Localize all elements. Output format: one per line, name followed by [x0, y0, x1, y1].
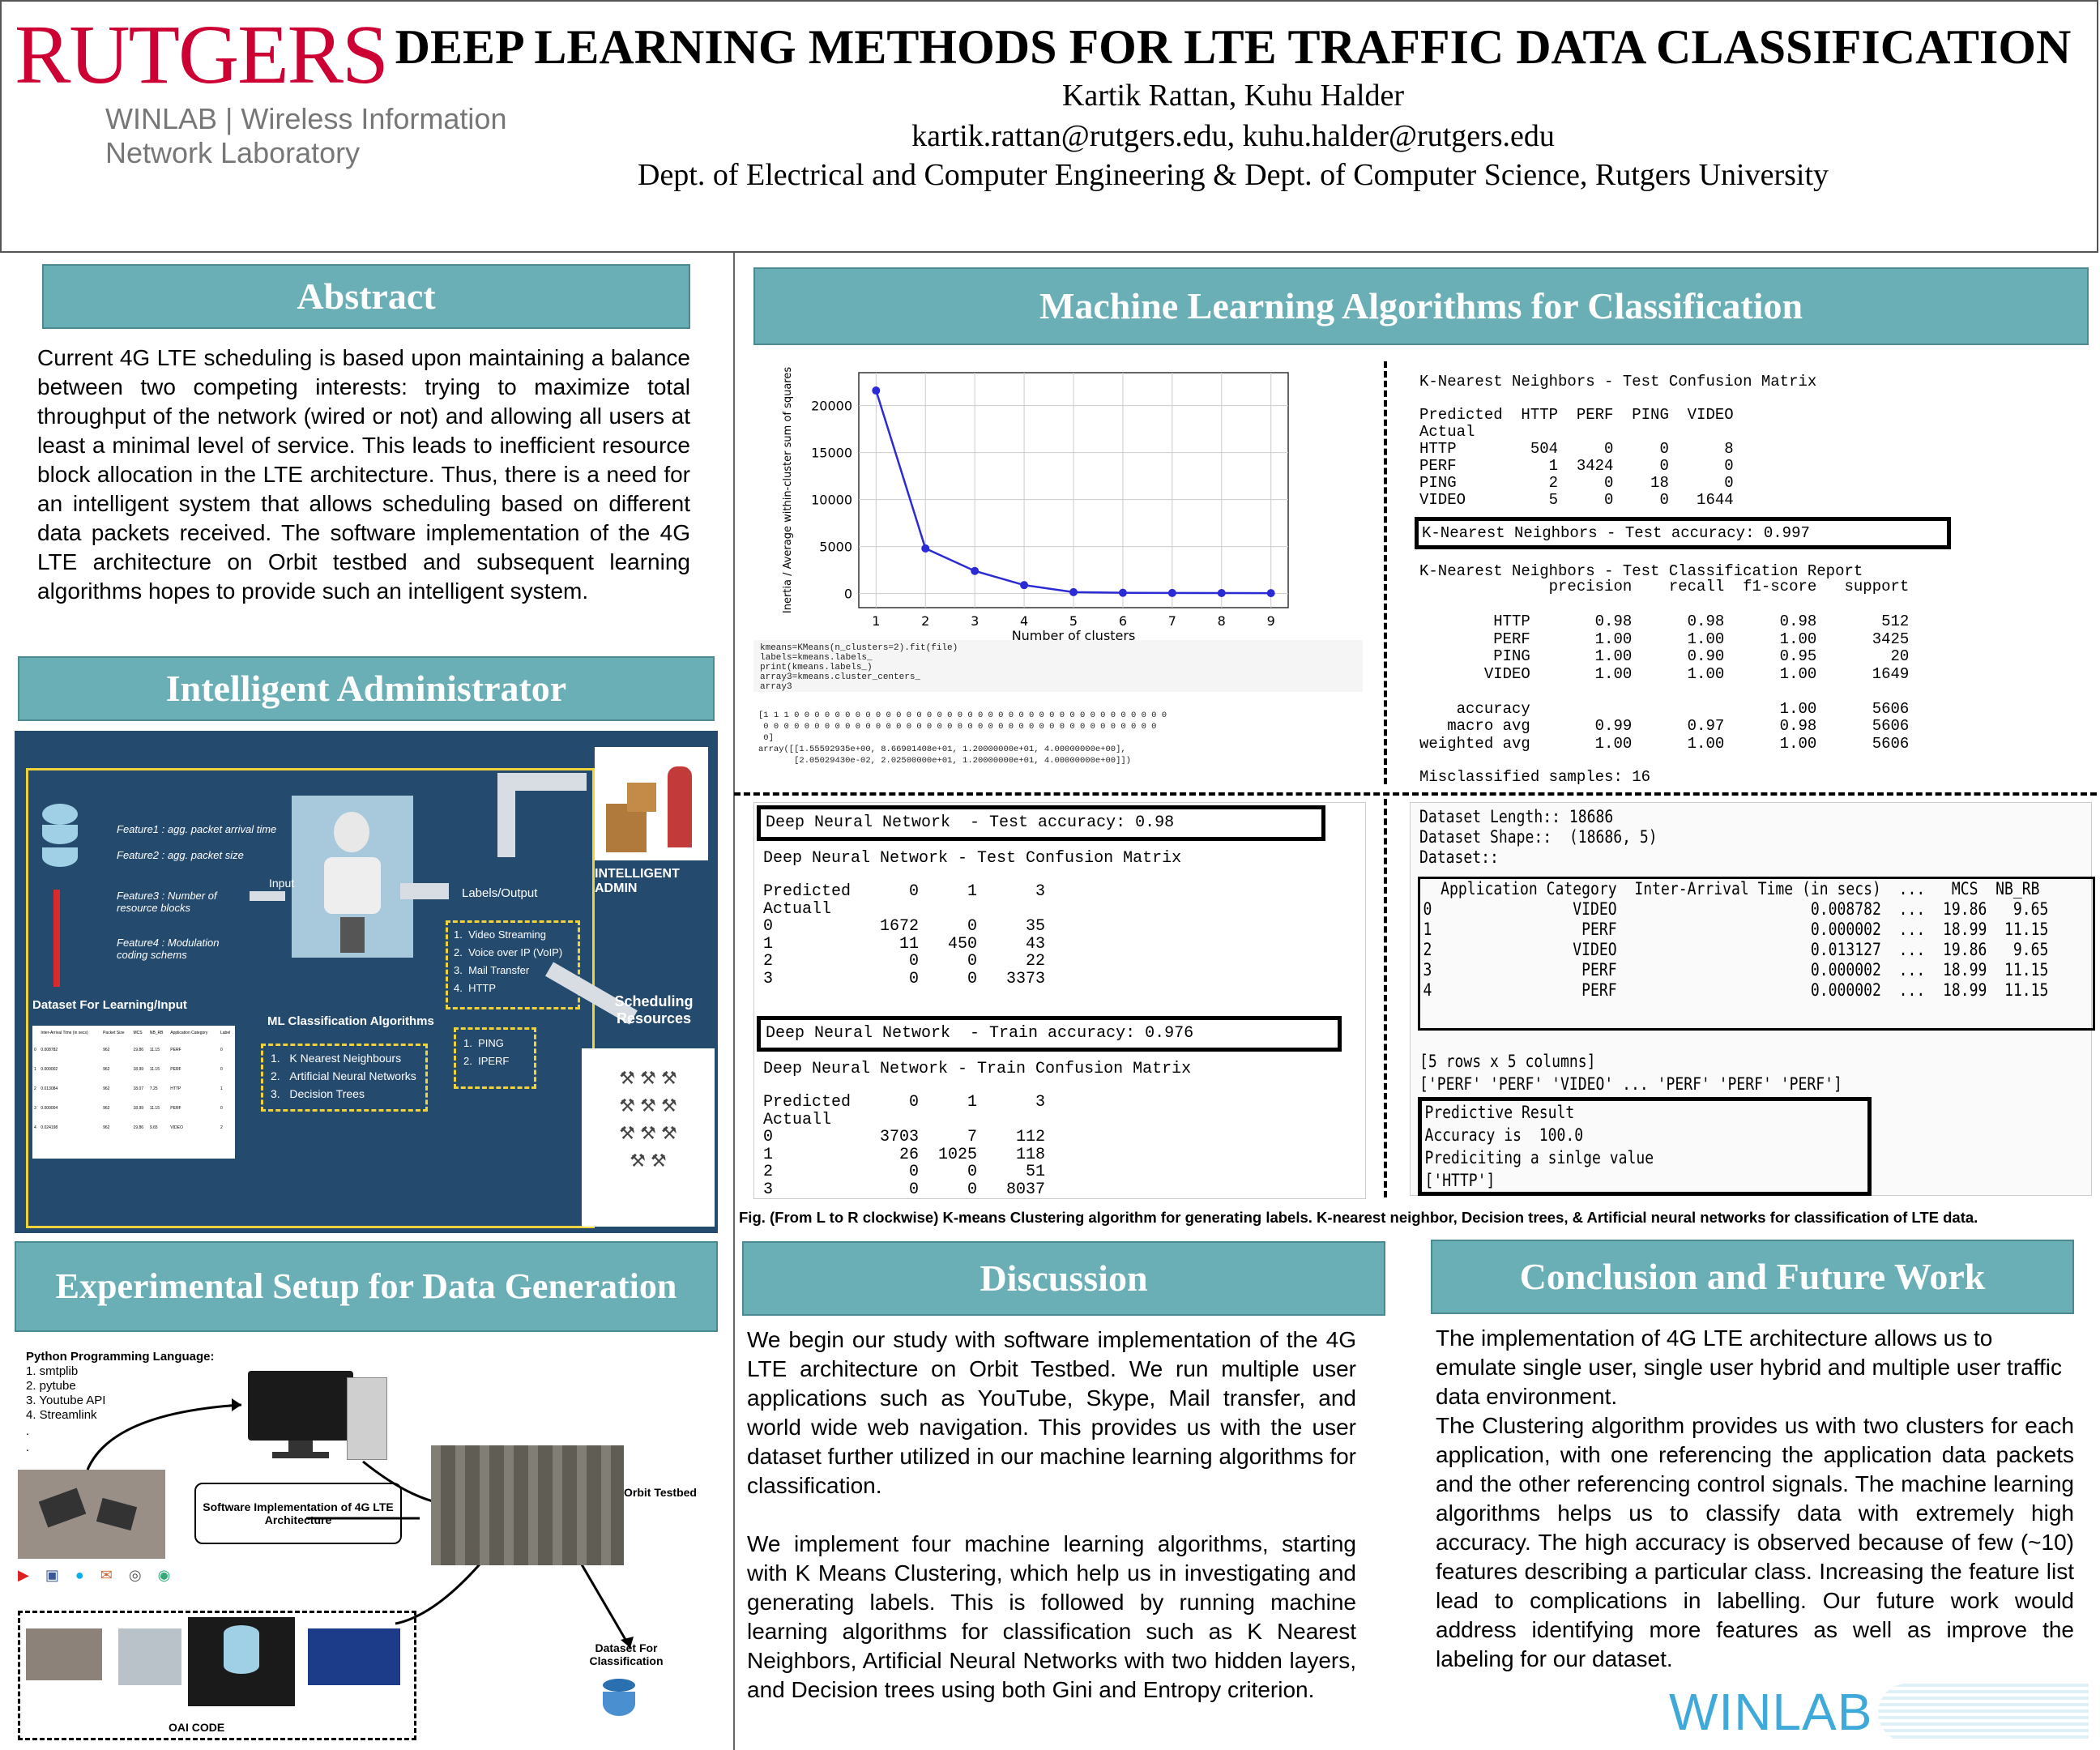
mini-dataset-table — [32, 1026, 235, 1159]
mini-table-cell: 11.15 — [149, 1106, 160, 1111]
code-line: kmeans=KMeans(n_clusters=2).fit(file) — [760, 643, 958, 653]
red-arrow — [53, 890, 60, 987]
mini-table-cell: 962 — [103, 1125, 110, 1130]
emails: kartik.rattan@rutgers.edu, kuhu.halder@rutgers.edu — [911, 119, 1555, 153]
dt-table-row: 0 VIDEO 0.008782 ... 19.86 9.65 — [1423, 899, 2049, 919]
robot-image — [292, 796, 413, 958]
discussion-heading: Discussion — [742, 1241, 1385, 1316]
mini-table-cell: 0 — [220, 1048, 223, 1052]
mini-table-cell: 962 — [103, 1067, 110, 1072]
knn-report-row: VIDEO 1.00 1.00 1.00 1649 — [1419, 664, 1910, 683]
feature3-label: Feature3 : Number of resource blocks — [117, 890, 217, 914]
mini-table-cell: 0.000002 — [41, 1067, 58, 1072]
mini-table-cell: 0 — [220, 1106, 223, 1111]
mini-table-cell: 18.99 — [133, 1106, 144, 1111]
mini-table-cell: 9.65 — [149, 1125, 158, 1130]
oai-code-label: OAI CODE — [169, 1721, 225, 1734]
oai-phone-image — [26, 1628, 102, 1680]
mini-table-cell: 962 — [103, 1106, 110, 1111]
orbit-testbed-image — [431, 1445, 624, 1565]
data-point — [1020, 581, 1028, 589]
knn-report-row: weighted avg 1.00 1.00 1.00 5606 — [1419, 734, 1910, 753]
conclusion-p1: The implementation of 4G LTE architecture allows us to emulate single user, single user hybrid and multiple user traffic data environment. — [1436, 1325, 2062, 1409]
mini-table-row — [32, 1099, 235, 1118]
knn-report-row: PERF 1.00 1.00 1.00 3425 — [1419, 630, 1910, 648]
output-line: 0 0 0 0 0 0 0 0 0 0 0 0 0 0 0 0 0 0 0 0 0 0 0 0 0 0 0 0 0 0 0 0 0 0 0 0 0 0 0 — [758, 722, 1157, 732]
y-tick-label: 0 — [843, 586, 852, 602]
mini-table-header-cell: MCS — [133, 1031, 143, 1035]
knn-report-row: HTTP 0.98 0.98 0.98 512 — [1419, 612, 1910, 630]
dnn-test-cm-row: Predicted 0 1 3 — [763, 882, 1046, 901]
software-implementation-box: Software Implementation of 4G LTE Architecture — [194, 1483, 402, 1544]
feature4-label: Feature4 : Modulation coding schems — [117, 937, 220, 961]
output-item-ping: 1. PING — [463, 1037, 504, 1049]
mini-table-cell: 11.15 — [149, 1048, 160, 1052]
data-point — [1267, 589, 1275, 597]
dt-result-line: Prediciting a sinlge value — [1424, 1148, 1654, 1167]
scheduling-label: Scheduling Resources — [614, 993, 694, 1027]
data-point — [872, 386, 880, 395]
ml-divider-h — [734, 792, 2097, 796]
x-tick-label: 9 — [1266, 613, 1275, 629]
dt-dataset-table — [1418, 877, 2095, 1031]
dnn-train-cm-row: Actuall — [763, 1110, 832, 1129]
poster-title: DEEP LEARNING METHODS FOR LTE TRAFFIC DATA CLASSIFICATION — [395, 20, 2072, 74]
dt-result-line: ['HTTP'] — [1424, 1171, 1496, 1190]
mini-table-row — [32, 1060, 235, 1079]
discussion-p1: We begin our study with software implementation of the 4G LTE architecture on Orbit Testbed. We run multiple user applications such as YouTube, Skype, Mail transfer, and world wide web navigation. This provides us with the user dataset further utilized in our machine learning algorithms for classification. — [747, 1327, 1356, 1498]
knn-cm-row: Actual — [1419, 423, 1475, 441]
dt-table-row: 3 PERF 0.000002 ... 18.99 11.15 — [1423, 960, 2049, 980]
mini-table-cell: 18.07 — [133, 1086, 144, 1091]
knn-report-row — [1419, 683, 1909, 701]
authors: Kartik Rattan, Kuhu Halder — [1061, 79, 1405, 113]
x-tick-label: 4 — [1019, 613, 1029, 629]
dt-shape-lines — [1419, 1050, 1911, 1095]
ml-figure-caption: Fig. (From L to R clockwise) K-means Clustering algorithm for generating labels. K-nearest neighbor, Decision trees, & Artificial neural networks for classification of LTE data. — [739, 1209, 1978, 1226]
dnn-train-cm-title: Deep Neural Network - Train Confusion Matrix — [763, 1060, 1192, 1078]
data-point — [1168, 589, 1176, 597]
y-tick-label: 15000 — [811, 445, 852, 461]
dnn-train-cm — [763, 1094, 1045, 1198]
abstract-text: Current 4G LTE scheduling is based upon maintaining a balance between two competing interests: trying to maximize total throughput of the network (wired or not) and allowing all users at least a minimal level of service. This leads to inefficient resource block allocation in the LTE architecture. Thus, there is a need for an intelligent system that allows scheduling based on different data packets received. The software implementation of the 4G LTE architecture on Orbit testbed and subsequent learning algorithms hopes to provide such an intelligent system. — [37, 345, 690, 604]
python-item-6: . — [26, 1441, 30, 1454]
intelligent-admin-heading: Intelligent Administrator — [18, 656, 715, 721]
python-item-2: 2. pytube — [26, 1379, 76, 1393]
mini-table-row — [32, 1079, 235, 1099]
output-line: [2.05029430e-02, 2.02500000e+01, 1.20000000e+01, 4.00000000e+00]]) — [758, 756, 1131, 766]
output-line: [1 1 1 0 0 0 0 0 0 0 0 0 0 0 0 0 0 0 0 0 0 0 0 0 0 0 0 0 0 0 0 0 0 0 0 0 0 0 0 0 — [758, 711, 1167, 720]
affiliation: Dept. of Electrical and Computer Engineering & Dept. of Computer Science, Rutgers University — [638, 158, 1829, 192]
input-label: Input — [269, 877, 295, 890]
output-item-4: 4. HTTP — [454, 982, 497, 994]
ml-item-3: 3. Decision Trees — [271, 1087, 365, 1100]
y-tick-label: 20000 — [811, 398, 852, 414]
dataset-db-icon — [603, 1679, 635, 1719]
mini-table-row — [32, 1118, 235, 1138]
kmeans-output — [758, 710, 1374, 766]
ml-item-2: 2. Artificial Neural Networks — [271, 1069, 416, 1082]
discussion-p2: We implement four machine learning algorithms, starting with K Means Clustering, which help us in investigating and generating labels. This is followed by running machine learning algorithms for classification such as K Nearest Neighbors, Artificial Neural Networks with two hidden layers, and Decision trees using both Gini and Entropy criterion. — [747, 1531, 1356, 1702]
dnn-test-cm-row: 1 11 450 43 — [763, 934, 1046, 954]
x-tick-label: 1 — [872, 613, 881, 629]
experimental-diagram — [15, 1340, 718, 1745]
knn-report-row: accuracy 1.00 5606 — [1419, 699, 1910, 718]
knn-report-row: PING 1.00 0.90 0.95 20 — [1419, 647, 1910, 665]
database-icon — [42, 804, 78, 885]
code-line: labels=kmeans.labels_ — [760, 653, 873, 663]
code-line: array3=kmeans.cluster_centers_ — [760, 672, 921, 682]
winlab-lab-line2: Network Laboratory — [105, 136, 361, 169]
data-point — [1069, 588, 1078, 596]
mini-table-cell: PERF — [170, 1106, 181, 1111]
mini-table-header — [32, 1026, 235, 1040]
python-item-5: . — [26, 1424, 30, 1438]
http-icon: ◎ — [128, 1567, 142, 1583]
knn-cm-row: HTTP 504 0 0 8 — [1419, 440, 1734, 458]
dataset-learning-label: Dataset For Learning/Input — [32, 998, 187, 1012]
intelligent-admin-image — [595, 747, 708, 860]
mini-table-cell: 7.25 — [149, 1086, 158, 1091]
header — [0, 0, 2098, 253]
dnn-test-cm — [763, 883, 1045, 988]
mini-table-cell: 0.008782 — [41, 1048, 58, 1052]
mini-table-cell: HTTP — [170, 1086, 181, 1091]
mini-table-cell: 0 — [34, 1048, 36, 1052]
knn-accuracy-box: K-Nearest Neighbors - Test accuracy: 0.997 — [1415, 517, 1951, 549]
labels-output-title: Labels/Output — [462, 886, 538, 900]
resource-blocks-image: ⚒ ⚒ ⚒ ⚒ ⚒ ⚒ ⚒ ⚒ ⚒ ⚒ ⚒ — [582, 1048, 715, 1227]
dnn-train-cm-row: 2 0 0 51 — [763, 1163, 1046, 1181]
x-tick-label: 3 — [971, 613, 980, 629]
y-tick-label: 5000 — [819, 539, 852, 555]
dnn-test-cm-title: Deep Neural Network - Test Confusion Matrix — [763, 849, 1182, 868]
ml-heading: Machine Learning Algorithms for Classification — [753, 267, 2089, 345]
mini-table-cell: 0.024198 — [41, 1125, 58, 1130]
column-divider — [733, 253, 735, 1750]
dt-line: Dataset Length:: 18686 — [1419, 807, 1614, 826]
output-item-2: 2. Voice over IP (VoIP) — [454, 946, 563, 958]
x-axis-label: Number of clusters — [1011, 628, 1136, 640]
dt-output-lines — [1419, 807, 1696, 868]
mini-table-cell: 2 — [220, 1125, 223, 1130]
data-point — [1119, 589, 1127, 597]
mini-table-header-cell: Inter-Arrival Time (in secs) — [41, 1031, 88, 1035]
dataset-classification-label: Dataset For Classification — [589, 1641, 664, 1667]
knn-confusion-matrix — [1419, 407, 1734, 509]
dt-labels-line: ['PERF' 'PERF' 'VIDEO' ... 'PERF' 'PERF' 'PERF'] — [1419, 1074, 1842, 1094]
mini-table-cell: 962 — [103, 1048, 110, 1052]
x-tick-label: 8 — [1217, 613, 1226, 629]
x-tick-label: 7 — [1167, 613, 1176, 629]
data-point — [1218, 589, 1226, 597]
oai-tower-image — [118, 1628, 181, 1685]
dnn-test-cm-row: 0 1672 0 35 — [763, 917, 1046, 936]
dt-result-line: Predictive Result — [1424, 1103, 1575, 1122]
oai-server-image — [188, 1617, 295, 1706]
dnn-test-cm-row: Actuall — [763, 899, 832, 919]
mini-table-cell: 962 — [103, 1086, 110, 1091]
winlab-lab-line1: WINLAB | Wireless Information — [105, 102, 507, 135]
mini-table-cell: 4 — [34, 1125, 36, 1130]
y-tick-label: 10000 — [811, 492, 852, 508]
knn-cm-row: PERF 1 3424 0 0 — [1419, 457, 1734, 475]
mini-table-cell: 2 — [34, 1086, 36, 1091]
mini-table-cell: 0.000004 — [41, 1106, 58, 1111]
mini-table-cell: 19.86 — [133, 1125, 144, 1130]
data-point — [921, 544, 929, 553]
dt-predictive-result-box — [1418, 1097, 1872, 1196]
knn-report-title: K-Nearest Neighbors - Test Classification Report — [1419, 562, 1863, 580]
conclusion-p2: The Clustering algorithm provides us with two clusters for each application, with one referencing the application data packets and the other referencing control signals. The machine learning algorithms helps us to classify data with extremely high accuracy. The high accuracy is observed because of few (~10) features describing a particular class. Increasing the feature list lead to complications in labelling. Our future work would address identifying more features as well as improve the labeling for our dataset. — [1436, 1413, 2074, 1671]
feature1-label: Feature1 : agg. packet arrival time — [117, 823, 277, 835]
dnn-test-cm-row: 3 0 0 3373 — [763, 969, 1046, 988]
mini-table-header-cell: Label — [220, 1031, 231, 1035]
dnn-test-cm-row: 2 0 0 22 — [763, 952, 1046, 971]
mini-table-cell: PERF — [170, 1067, 181, 1072]
youtube-icon: ▶ — [18, 1567, 29, 1583]
mini-table-header-cell: NB_RB — [149, 1031, 164, 1035]
conclusion-heading: Conclusion and Future Work — [1431, 1240, 2074, 1314]
ml-divider-v2 — [1384, 799, 1387, 1197]
experimental-heading: Experimental Setup for Data Generation — [15, 1241, 718, 1332]
x-tick-label: 6 — [1118, 613, 1128, 629]
dt-shape-line: [5 rows x 5 columns] — [1419, 1052, 1596, 1071]
dnn-train-cm-row: Predicted 0 1 3 — [763, 1093, 1046, 1112]
python-item-4: 4. Streamlink — [26, 1408, 97, 1422]
knn-cm-row: Predicted HTTP PERF PING VIDEO — [1419, 406, 1734, 424]
output-item-3: 3. Mail Transfer — [454, 964, 530, 976]
output-item-iperf: 2. IPERF — [463, 1055, 510, 1067]
dnn-test-accuracy-box: Deep Neural Network - Test accuracy: 0.98 — [757, 805, 1325, 841]
web-icon: ◉ — [157, 1567, 171, 1583]
dt-table-row: 1 PERF 0.000002 ... 18.99 11.15 — [1423, 920, 2049, 939]
abstract-heading: Abstract — [42, 264, 690, 329]
dt-line: Dataset Shape:: (18686, 5) — [1419, 827, 1658, 847]
rutgers-logo: RUTGERS — [15, 8, 387, 101]
mini-table-cell: 3 — [34, 1106, 36, 1111]
data-point — [971, 567, 979, 575]
dt-table-row: 4 PERF 0.000002 ... 18.99 11.15 — [1423, 980, 2049, 1000]
mini-table-cell: 18.99 — [133, 1067, 144, 1072]
oai-network-image — [308, 1628, 400, 1685]
output-arrow — [400, 883, 449, 899]
mail-icon: ✉ — [100, 1567, 113, 1583]
dnn-train-cm-row: 1 26 1025 118 — [763, 1145, 1046, 1164]
python-title: Python Programming Language: — [26, 1350, 215, 1364]
feature2-label: Feature2 : agg. packet size — [117, 849, 244, 861]
knn-cm-title: K-Nearest Neighbors - Test Confusion Matrix — [1419, 373, 1817, 391]
mini-table-cell: 0.013084 — [41, 1086, 58, 1091]
x-tick-label: 2 — [921, 613, 930, 629]
x-tick-label: 5 — [1069, 613, 1078, 629]
intelligent-admin-diagram — [15, 731, 718, 1233]
mini-table-cell: VIDEO — [170, 1125, 183, 1130]
knn-report-row — [1419, 596, 1909, 614]
mini-table-cell: 19.86 — [133, 1048, 144, 1052]
mini-table-header-cell: Application Category — [170, 1031, 208, 1035]
knn-classification-report — [1419, 578, 1909, 753]
admin-label: INTELLIGENT ADMIN — [595, 867, 680, 895]
elbow-chart — [770, 365, 1296, 640]
knn-report-row: precision recall f1-score support — [1419, 578, 1910, 595]
mini-table-header-cell: Packet Size — [103, 1031, 125, 1035]
input-arrow — [250, 891, 285, 901]
mini-table-cell: 1 — [220, 1086, 223, 1091]
code-line: print(kmeans.labels_) — [760, 663, 873, 672]
output-line: array([[1.55592935e+00, 8.66901408e+01, 1.20000000e+01, 4.00000000e+00], — [758, 745, 1126, 754]
dt-table-row: 2 VIDEO 0.013127 ... 19.86 9.65 — [1423, 940, 2049, 959]
dnn-train-accuracy-box: Deep Neural Network - Train accuracy: 0.976 — [757, 1016, 1342, 1052]
orbit-label: Orbit Testbed — [624, 1486, 697, 1499]
output-item-1: 1. Video Streaming — [454, 928, 546, 941]
ml-divider-v1 — [1384, 361, 1387, 784]
mini-table-cell: PERF — [170, 1048, 181, 1052]
kmeans-code-block — [753, 640, 1363, 692]
ml-item-1: 1. K Nearest Neighbours — [271, 1052, 402, 1065]
mini-table-cell: 11.15 — [149, 1067, 160, 1072]
python-item-1: 1. smtplib — [26, 1364, 79, 1378]
mini-table-cell: 1 — [34, 1067, 36, 1072]
right-arrow-top — [497, 773, 587, 791]
mini-table-row — [32, 1040, 235, 1060]
code-line: array3 — [760, 682, 792, 692]
mini-table-cell: 0 — [220, 1067, 223, 1072]
y-axis-label: Inertia / Average within-cluster sum of squares — [782, 366, 794, 614]
dt-line: Dataset:: — [1419, 847, 1499, 867]
dt-table-row: Application Category Inter-Arrival Time (in secs) ... MCS NB_RB — [1423, 879, 2040, 898]
skype-icon: ● — [75, 1567, 84, 1583]
python-item-3: 3. Youtube API — [26, 1394, 106, 1407]
dt-result-line: Accuracy is 100.0 — [1424, 1125, 1584, 1145]
dnn-train-cm-row: 3 0 0 8037 — [763, 1180, 1046, 1199]
dnn-train-cm-row: 0 3703 7 112 — [763, 1128, 1046, 1146]
winlab-footer-logo: WINLAB — [1669, 1680, 2090, 1745]
knn-report-row: macro avg 0.99 0.97 0.98 5606 — [1419, 717, 1910, 735]
ml-classification-title: ML Classification Algorithms — [267, 1014, 434, 1028]
knn-misclassified: Misclassified samples: 16 — [1419, 768, 1651, 786]
knn-cm-row: PING 2 0 18 0 — [1419, 474, 1734, 492]
knn-cm-row: VIDEO 5 0 0 1644 — [1419, 491, 1734, 509]
output-line: 0] — [758, 733, 774, 743]
facebook-icon: ▣ — [45, 1567, 59, 1583]
